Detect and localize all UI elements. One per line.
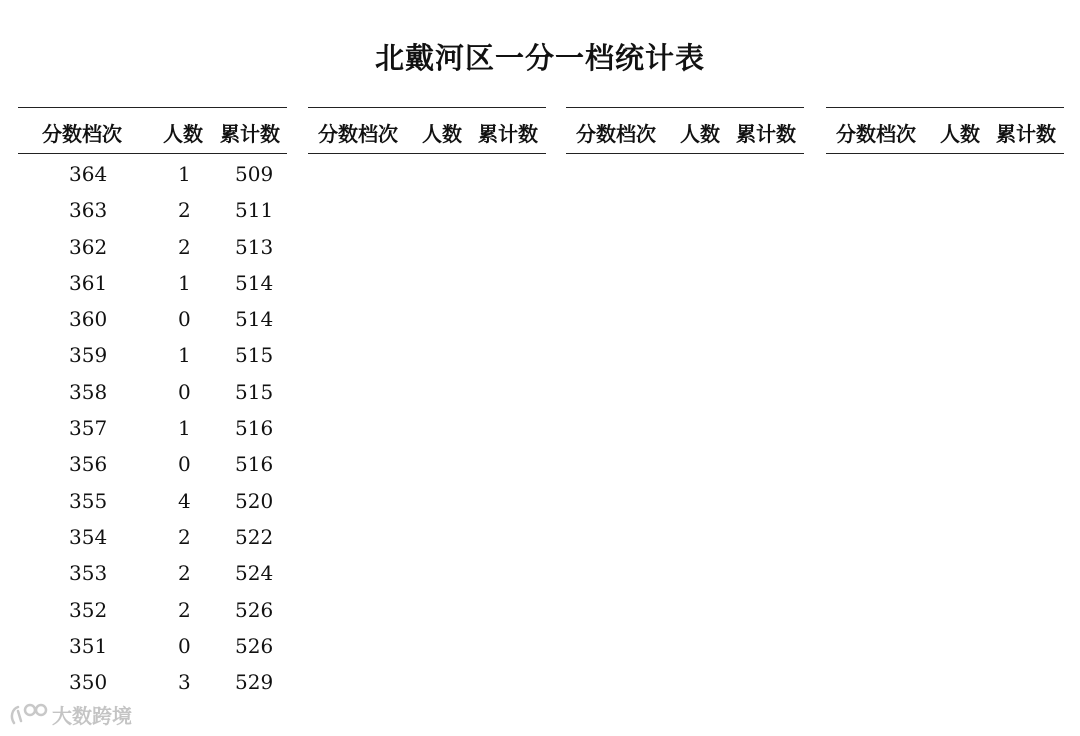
table-row [18,665,287,701]
header-cumulative: 累计数 [478,122,538,146]
cell-score: 358 [69,379,108,404]
table-row [18,157,287,193]
table-row [18,629,287,665]
header-score: 分数档次 [576,122,656,146]
cell-cumulative: 515 [235,379,274,404]
cell-score: 356 [69,452,108,477]
cell-cumulative: 520 [235,488,274,513]
cell-count: 0 [178,452,191,477]
table-header [566,107,804,154]
cell-count: 1 [178,343,191,368]
cell-count: 0 [178,633,191,658]
header-count: 人数 [163,122,203,146]
cell-count: 2 [178,234,191,259]
cell-count: 0 [178,379,191,404]
cell-cumulative: 526 [235,633,274,658]
cell-count: 1 [178,270,191,295]
table-row [18,266,287,302]
page-title: 北戴河区一分一档统计表 [374,41,705,75]
cell-score: 357 [69,416,108,441]
cell-count: 2 [178,597,191,622]
cell-cumulative: 524 [235,561,274,586]
cell-score: 354 [69,524,108,549]
table-row [18,338,287,374]
cell-count: 2 [178,524,191,549]
table-row [18,556,287,592]
watermark [8,700,132,729]
table-header [18,107,287,154]
table-row [18,520,287,556]
cell-cumulative: 515 [235,343,274,368]
cell-cumulative: 526 [235,597,274,622]
cell-score: 361 [69,270,108,295]
cell-count: 1 [178,416,191,441]
cell-count: 4 [178,488,191,513]
table-row [18,593,287,629]
brand-logo-icon [8,701,48,729]
watermark-text: 大数跨境 [52,704,132,728]
table-block-4 [826,107,1064,154]
header-score: 分数档次 [836,122,916,146]
header-score: 分数档次 [42,122,122,146]
table-header [308,107,546,154]
cell-score: 359 [69,343,108,368]
cell-cumulative: 529 [235,670,274,695]
header-cumulative: 累计数 [220,122,280,146]
header-cumulative: 累计数 [996,122,1056,146]
table-row [18,302,287,338]
table-row [18,375,287,411]
cell-score: 353 [69,561,108,586]
cell-cumulative: 513 [235,234,274,259]
cell-score: 355 [69,488,108,513]
cell-score: 351 [69,633,108,658]
table-block-3 [566,107,804,154]
cell-cumulative: 514 [235,270,274,295]
cell-score: 350 [69,670,108,695]
table-row [18,484,287,520]
cell-cumulative: 509 [235,162,274,186]
table-row [18,411,287,447]
header-score: 分数档次 [318,122,398,146]
header-count: 人数 [940,122,980,146]
cell-score: 364 [69,162,108,186]
cell-count: 1 [178,162,191,186]
cell-score: 352 [69,597,108,622]
header-cumulative: 累计数 [736,122,796,146]
table-body [18,157,287,701]
cell-cumulative: 516 [235,416,274,441]
table-row [18,230,287,266]
cell-count: 0 [178,307,191,332]
table-row [18,447,287,483]
cell-count: 2 [178,198,191,223]
table-row [18,193,287,229]
cell-count: 2 [178,561,191,586]
header-count: 人数 [422,122,462,146]
cell-score: 360 [69,307,108,332]
cell-count: 3 [178,670,191,695]
cell-cumulative: 514 [235,307,274,332]
cell-cumulative: 516 [235,452,274,477]
table-block-1 [18,107,287,695]
table-header [826,107,1064,154]
cell-cumulative: 511 [235,198,274,223]
cell-score: 362 [69,234,108,259]
table-block-2 [308,107,546,154]
cell-score: 363 [69,198,108,223]
header-count: 人数 [680,122,720,146]
cell-cumulative: 522 [235,524,274,549]
